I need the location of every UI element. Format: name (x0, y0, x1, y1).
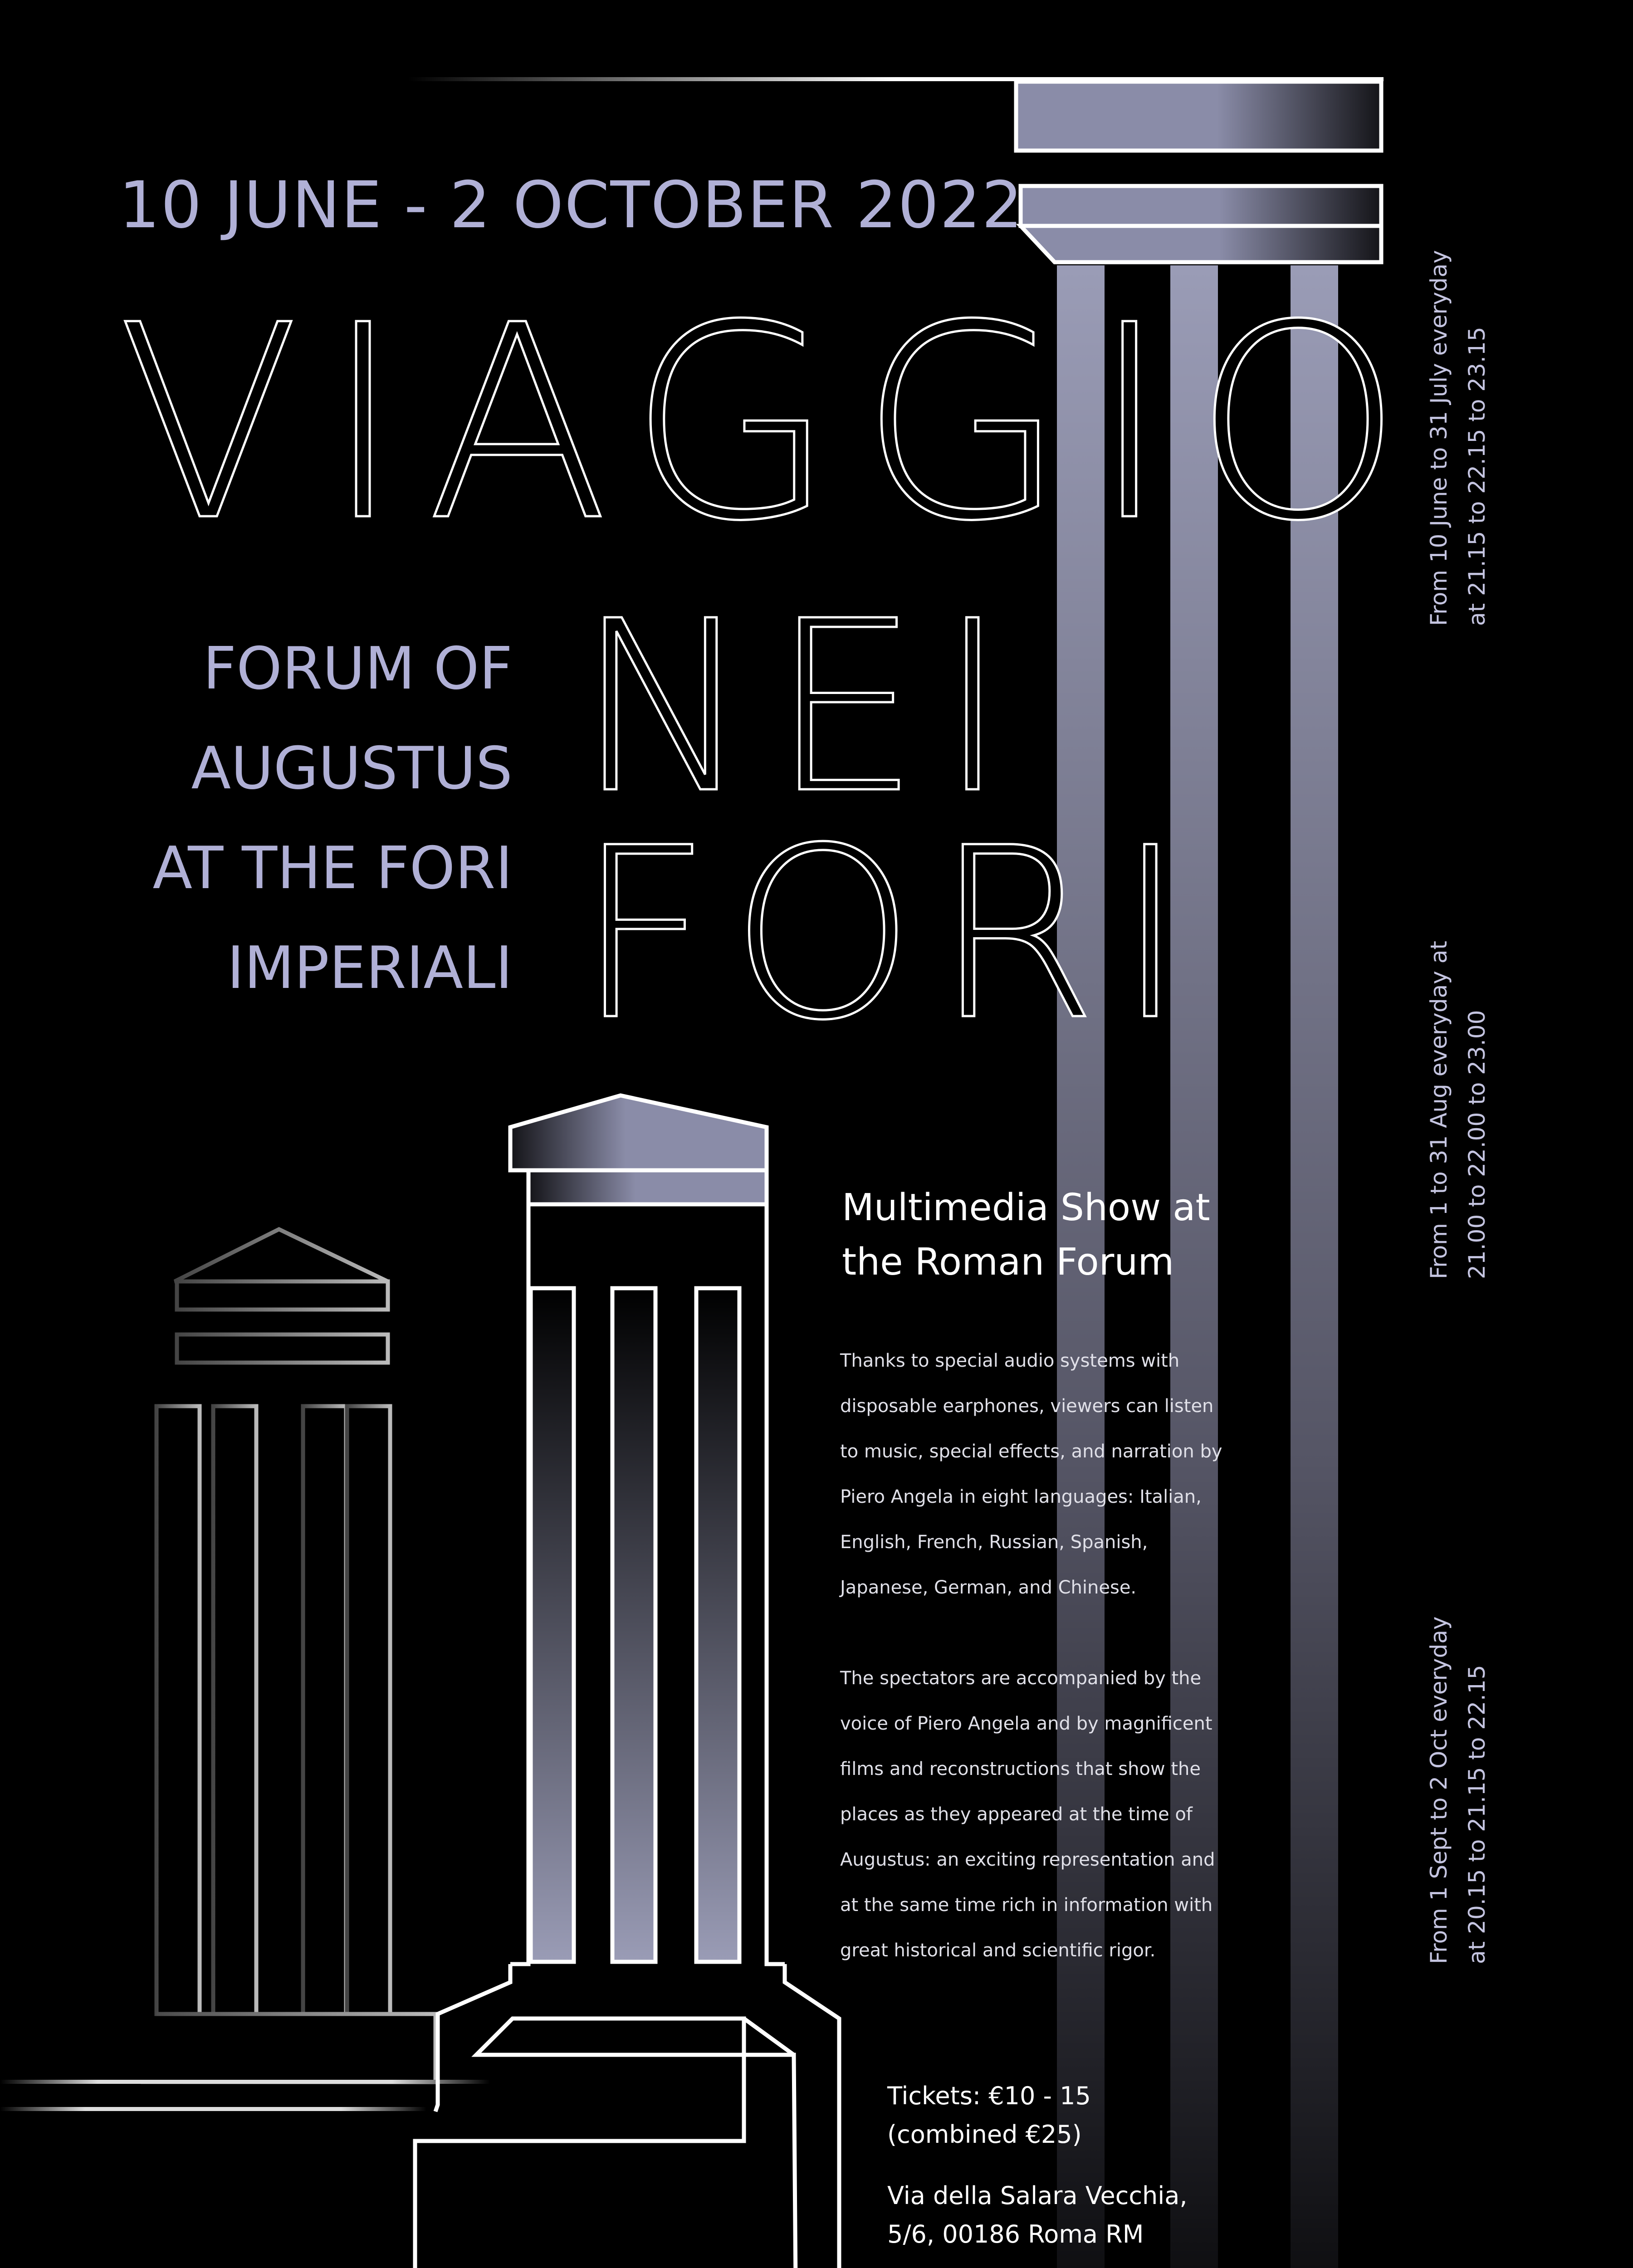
venue-line-3: AT THE FORI (152, 835, 513, 902)
address-line-1: Via della Salara Vecchia, (887, 2181, 1188, 2210)
schedule-1-line-1: From 10 June to 31 July everyday (1426, 250, 1452, 626)
schedule-period-1 (1420, 250, 1496, 626)
address-line-2: 5/6, 00186 Roma RM (887, 2220, 1144, 2248)
subtitle-line-2: the Roman Forum (842, 1241, 1174, 1284)
schedule-2-line-1: From 1 to 31 Aug everyday at (1426, 941, 1452, 1279)
tickets-line-2: (combined €25) (887, 2120, 1082, 2149)
venue-line-1: FORUM OF (203, 635, 513, 703)
venue-line-2: AUGUSTUS (191, 735, 513, 802)
small-temple-column-icon (141, 1229, 435, 2082)
description-paragraph-2: The spectators are accompanied by the voice of Piero Angela and by magnificent films and reconstructions that show the places as they appeared at the time of Augustus: an exciting representation and at the same time rich in information with great historical and scientific rigor. (840, 1668, 1215, 1961)
schedule-period-3 (1420, 1616, 1496, 1964)
description-paragraph-1: Thanks to special audio systems with disposable earphones, viewers can listen to music, special effects, and narration by Piero Angela in eight languages: Italian, English, French, Russian, Spanish, Japanese, German, and Chinese. (840, 1350, 1222, 1598)
schedule-period-2 (1420, 941, 1496, 1279)
tickets-line-1: Tickets: €10 - 15 (887, 2082, 1091, 2110)
schedule-3-line-2: at 20.15 to 21.15 to 22.15 (1464, 1665, 1490, 1964)
subtitle-line-1: Multimedia Show at (842, 1186, 1210, 1229)
venue-line-4: IMPERIALI (227, 934, 513, 1002)
title-line-3: FORI (576, 797, 1204, 1072)
schedule-3-line-1: From 1 Sept to 2 Oct everyday (1426, 1616, 1452, 1964)
title-line-2: NEI (576, 570, 1026, 845)
mid-temple-column-icon (0, 1095, 839, 2268)
date-range: 10 JUNE - 2 OCTOBER 2022 (119, 168, 1024, 243)
schedule-2-line-2: 21.00 to 22.00 to 23.00 (1464, 1010, 1490, 1279)
title-line-1: VIAGGIO (117, 268, 1427, 580)
schedule-1-line-2: at 21.15 to 22.15 to 23.15 (1464, 327, 1490, 626)
